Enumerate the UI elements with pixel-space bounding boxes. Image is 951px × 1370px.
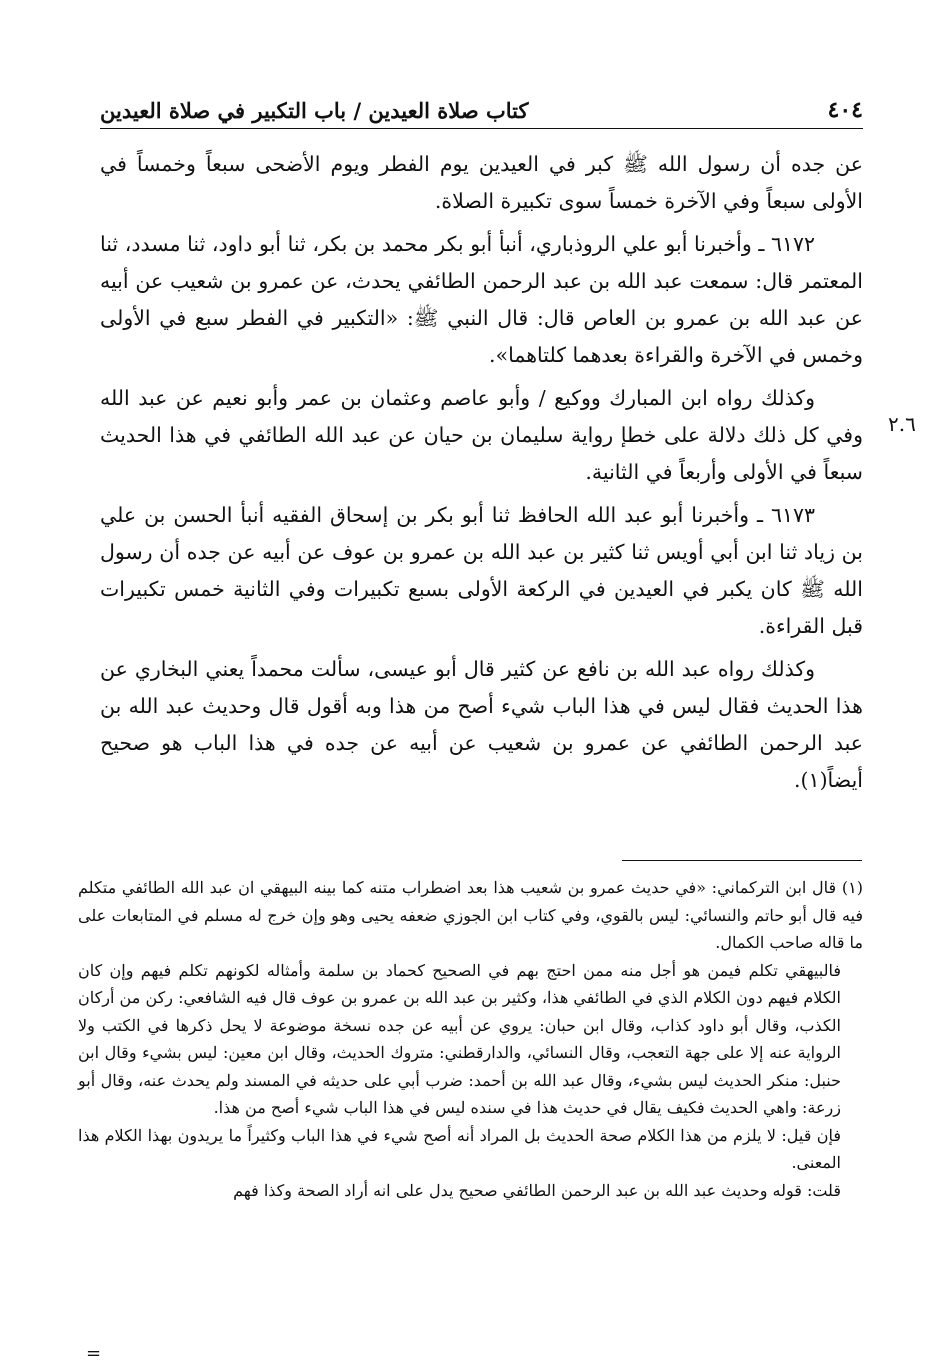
paragraph-hadith-6172: ٦١٧٢ ـ وأخبرنا أبو علي الروذباري، أنبأ أبو بكر محمد بن بكر، ثنا أبو داود، ثنا مسدد، ثنا المعتمر قال: سمعت عبد الله بن عبد الرحمن الطائفي يحدث، عن عمرو بن شعيب عن أبيه عن عبد الله بن عمرو بن العاص قال: قال النبي ﷺ: «التكبير في الفطر سبع في الأولى وخمس في الآخرة والقراءة بعدهما كلتاهما». bbox=[100, 232, 863, 367]
paragraph-narration-note: وكذلك رواه ابن المبارك ووكيع / وأبو عاصم وعثمان بن عمر وأبو نعيم عن عبد الله وفي كل ذلك دلالة على خطإ رواية سليمان بن حيان عن عبد الله الطائفي في هذا الحديث سبعاً في الأولى وأربعاً في الثانية. bbox=[100, 386, 863, 484]
footnote-separator bbox=[622, 860, 862, 861]
main-text bbox=[100, 146, 863, 805]
header-title: كتاب صلاة العيدين / باب التكبير في صلاة العيدين bbox=[100, 97, 529, 123]
footnote-1-objection: فإن قيل: لا يلزم من هذا الكلام صحة الحديث بل المراد أنه أصح شيء في هذا الباب وكثيراً ما يريدون بهذا الكلام هذا المعنى. bbox=[78, 1125, 841, 1172]
page-number: ٤٠٤ bbox=[827, 97, 863, 123]
footnotes bbox=[78, 874, 863, 1204]
paragraph-bukhari-note: وكذلك رواه عبد الله بن نافع عن كثير قال أبو عيسى، سألت محمداً يعني البخاري عن هذا الحديث فقال ليس في هذا الباب شيء أصح من هذا وبه أقول قال وحديث عبد الله بن عبد الرحمن الطائفي عن عمرو بن شعيب عن أبيه عن جده في هذا الباب هو صحيح أيضاً(١). bbox=[100, 657, 863, 792]
footnote-1: (١) قال ابن التركماني: «في حديث عمرو بن شعيب هذا بعد اضطراب متنه كما بينه البيهقي ان عبد الله الطائفي متكلم فيه قال أبو حاتم والنسائي: ليس بالقوي، وفي كتاب ابن الجوزي ضعفه يحيى وهو وإن خرج له مسلم في المتابعات على ما قاله صاحب الكمال. bbox=[78, 878, 863, 952]
running-header bbox=[100, 92, 863, 129]
paragraph-hadith-continuation: عن جده أن رسول الله ﷺ كبر في العيدين يوم الفطر ويوم الأضحى سبعاً وخمساً في الأولى سبعاً وفي الآخرة خمساً سوى تكبيرة الصلاة. bbox=[100, 152, 863, 213]
margin-reference: ٢.٦ bbox=[888, 412, 916, 436]
footnote-1-reply: قلت: قوله وحديث عبد الله بن عبد الرحمن الطائفي صحيح يدل على انه أراد الصحة وكذا فهم bbox=[233, 1180, 841, 1200]
paragraph-hadith-6173: ٦١٧٣ ـ وأخبرنا أبو عبد الله الحافظ ثنا أبو بكر بن إسحاق الفقيه أنبأ الحسن بن علي بن زياد ثنا ابن أبي أويس ثنا كثير بن عبد الله بن عمرو بن عوف عن أبيه عن جده أن رسول الله ﷺ كان يكبر في العيدين في الركعة الأولى بسبع تكبيرات وفي الثانية خمس تكبيرات قبل القراءة. bbox=[100, 503, 863, 638]
footnote-1-continued: فالبيهقي تكلم فيمن هو أجل منه ممن احتج بهم في الصحيح كحماد بن سلمة وأمثاله لكونهم تكلم فيهم وإن كان الكلام فيهم دون الكلام الذي في الطائفي هذا، وكثير بن عبد الله بن عمرو بن عوف قال فيه الشافعي: ركن من أركان الكذب، وقال أبو داود كذاب، وقال ابن حبان: يروي عن أبيه عن جده نسخة موضوعة لا يحل ذكرها في الكتب ولا الرواية عنه إلا على جهة التعجب، وقال النسائي، والدارقطني: متروك الحديث، وقال ابن معين: ليس بشيء وقال ابن حنبل: منكر الحديث ليس بشيء، وقال عبد الله بن أحمد: ضرب أبي على حديثه في المسند ولم يحدث عنه، وقال أبو زرعة: واهي الحديث فكيف يقال في حديث هذا في سنده ليس في هذا الباب شيء أصح من هذا. bbox=[78, 960, 842, 1117]
continuation-mark: = bbox=[86, 1343, 102, 1364]
